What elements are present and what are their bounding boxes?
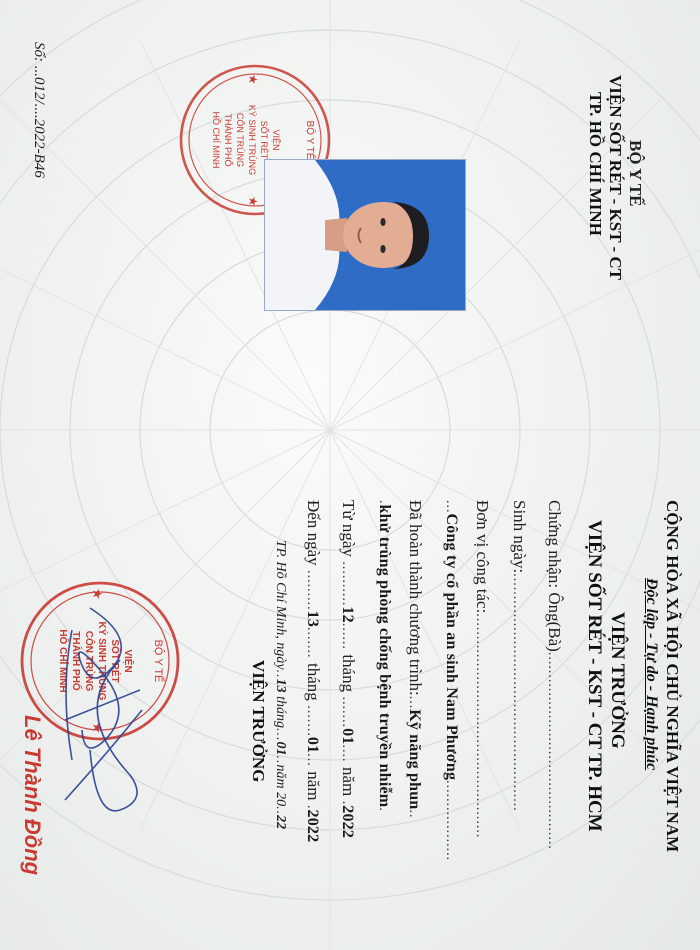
place-date-prefix: TP. Hồ Chí Minh, ngày [273, 540, 288, 670]
stamp-right-line3: KÝ SINH TRÙNG [96, 621, 107, 701]
place-day: 13 [273, 678, 288, 693]
institute-city: TP. HỒ CHÍ MINH [586, 92, 605, 236]
svg-text:★: ★ [90, 722, 105, 734]
stamp-left-line5: THÀNH PHỐ [223, 113, 233, 167]
to-day: 13 [304, 610, 321, 628]
republic-heading: CỘNG HÒA XÃ HỘI CHỦ NGHĨA VIỆT NAM [663, 500, 682, 853]
stamp-right-line6: HỒ CHÍ MINH [57, 629, 68, 693]
stamp-right-line5: THÀNH PHỐ [70, 631, 81, 691]
stamp-left-top-text: BỘ Y TẾ [304, 120, 315, 160]
to-label: Đến ngày [304, 500, 323, 566]
to-month: 01 [304, 736, 321, 754]
stamp-left-line1: VIỆN [271, 129, 281, 151]
svg-text:★: ★ [246, 74, 260, 85]
signer-name: Lê Thành Đồng [20, 715, 45, 876]
stamp-right-line4: CÔN TRÙNG [83, 630, 94, 692]
from-month: 01 [339, 728, 356, 745]
svg-text:★: ★ [90, 588, 105, 600]
program-label: Đã hoàn thành chương trình: [406, 500, 425, 696]
dob-label: Sinh ngày: [510, 500, 529, 574]
to-year: 2022 [304, 809, 321, 843]
certificate-page: BỘ Y TẾ VIỆN SỐT RÉT - KST - CT TP. HỒ CHÍ MINH Số: ...012/....2022-B46 BỘ Y TẾ VIỆN SỐT RÉT KÝ SINH TRÙNG CÔN TRÙNG THÀNH PHỐ HỒ CHÍ MINH ★ ★ CỘNG HÒA XÃ HỘI CHỦ NGHĨA VIỆT NAM Độc lập - Tự do - Hạnh phúc VIỆN TRƯỞNG VIỆN SỐT RÉT - KST - CT TP. HCM Chứng nhận: Ông(Bà)............................................ Sinh ngày:..................................................... Đơn vị công tác:.................................................. ...Công ty cổ phần an sinh Nam Phương.................. Đã hoàn thành chương trình:...Kỹ năng phun.. .khử trùng phòng chống bệnh truyền nhiễm. Từ ngày ..........12...... tháng .......01.... năm .2022 Đến ngày .........13....... tháng .......01... năm .2022 TP. Hồ Chí Minh, ngày..13 tháng...01..năm 20..22 VIỆN TRƯỞNG BỘ Y TẾ VIỆN SỐT RÉT KÝ SINH TRÙNG CÔN TRÙNG THÀNH PHỐ HỒ CHÍ MINH ★ ★ Lê Thành Đồng [0, 0, 700, 950]
national-motto: Độc lập - Tự do - Hạnh phúc [643, 578, 660, 771]
from-year: 2022 [339, 805, 356, 839]
from-day: 12 [339, 606, 356, 623]
id-photo [265, 160, 465, 310]
stamp-right-top-text: BỘ Y TẾ [152, 639, 164, 683]
place-year: 22 [273, 815, 288, 830]
handwritten-signature [50, 600, 160, 830]
document-number: Số: ...012/....2022-B46 [31, 42, 47, 178]
place-year-label: năm 20 [273, 764, 288, 807]
place-month: 01 [273, 741, 288, 756]
workplace-label: Đơn vị công tác: [473, 500, 492, 614]
certify-label: Chứng nhận: Ông(Bà) [545, 500, 564, 652]
stamp-right-line2: SỐT RÉT [109, 639, 120, 683]
stamp-left-line6: HỒ CHÍ MINH [211, 111, 221, 169]
to-month-label: tháng [304, 663, 323, 701]
from-label: Từ ngày [339, 500, 358, 557]
program-value-1: Kỹ năng phun [406, 709, 423, 810]
signer-title: VIỆN TRƯỞNG [249, 660, 268, 783]
person-portrait-icon [265, 160, 465, 310]
issuer-organization: VIỆN SỐT RÉT - KST - CT TP. HCM [584, 520, 605, 832]
stamp-left-line4: CÔN TRÙNG [235, 112, 245, 168]
stamp-left-line3: KÝ SINH TRÙNG [247, 104, 257, 176]
issuer-title: VIỆN TRƯỞNG [607, 612, 628, 749]
from-month-label: tháng [339, 654, 358, 693]
to-year-label: năm [304, 771, 323, 801]
institute-name: VIỆN SỐT RÉT - KST - CT [606, 75, 625, 281]
stamp-right-line1: VIỆN [122, 649, 133, 673]
place-month-label: tháng [273, 696, 288, 729]
from-year-label: năm [339, 767, 358, 797]
ministry-label: BỘ Y TẾ [626, 140, 645, 207]
workplace-value: Công ty cổ phần an sinh Nam Phương [443, 513, 460, 781]
stamp-left-line2: SỐT RÉT [259, 120, 269, 160]
svg-text:★: ★ [246, 196, 260, 207]
program-value-2: khử trùng phòng chống bệnh truyền nhiễm [376, 504, 393, 808]
